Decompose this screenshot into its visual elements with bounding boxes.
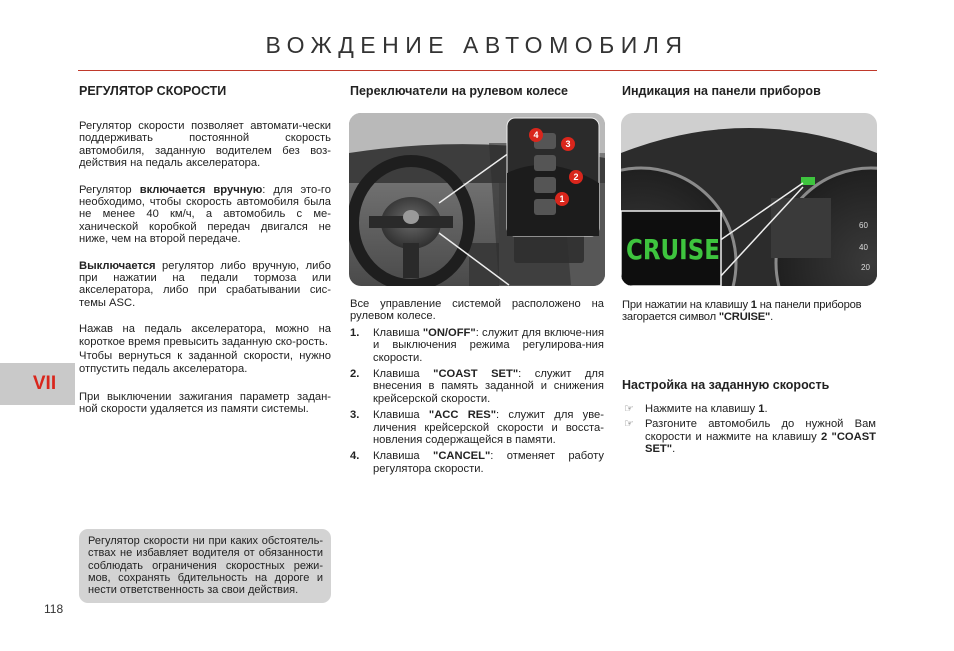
gauge-tick: 60 <box>859 221 868 230</box>
callout-3: 3 <box>561 137 575 151</box>
list-item <box>350 327 604 364</box>
bold-text: включается вручную <box>139 183 263 196</box>
cruise-indicator: CRUISE <box>626 233 720 266</box>
section-heading-steering-switches: Переключатели на рулевом колесе <box>350 84 569 98</box>
text-span: . <box>764 403 768 415</box>
paragraph <box>79 184 331 246</box>
panel-caption <box>622 299 880 324</box>
section-heading-instrument-panel: Индикация на панели приборов <box>622 84 821 98</box>
key-name: "ON/OFF" <box>422 326 476 339</box>
list-number: 4. <box>350 450 360 463</box>
chapter-tab <box>0 363 75 405</box>
text-span: Клавиша <box>373 450 434 463</box>
bold-text: Выключается <box>79 259 156 272</box>
set-speed-steps <box>622 400 876 456</box>
text-span: : служит для внесения в память заданной и снижения крейсерской скорости. <box>373 368 605 405</box>
list-number: 1. <box>350 326 360 339</box>
key-name: "CANCEL" <box>433 450 491 463</box>
key-name: "CRUISE" <box>718 311 771 324</box>
text-span: Клавиша <box>373 368 434 381</box>
key-name: "COAST SET" <box>433 368 519 381</box>
key-name: 1 <box>750 299 757 311</box>
list-number: 3. <box>350 409 360 422</box>
paragraph <box>79 260 331 310</box>
page-number: 118 <box>44 602 64 616</box>
text-span: : отменяет работу регулятора скорости. <box>373 450 604 475</box>
callout-4: 4 <box>529 128 543 142</box>
steps-list <box>622 403 876 456</box>
gauge-tick: 20 <box>861 263 870 272</box>
switch-list <box>350 327 604 475</box>
callout-2: 2 <box>569 170 583 184</box>
text-span: Разгоните автомобиль до нужной Вам скорости и нажмите на клавишу <box>645 418 876 443</box>
text-span: При нажатии на клавишу <box>622 299 751 311</box>
steering-wheel-photo <box>349 113 605 286</box>
section-heading-cruise-control: РЕГУЛЯТОР СКОРОСТИ <box>79 84 227 98</box>
text-span: Регулятор <box>79 183 140 196</box>
gauge-tick: 40 <box>859 243 868 252</box>
paragraph: Чтобы вернуться к заданной скорости, нужно отпустить педаль акселератора. <box>79 350 331 375</box>
text-span: . <box>672 443 676 456</box>
title-divider <box>78 70 877 71</box>
text-span: : служит для включе-ния и выключения режима регулирова-ния скорости. <box>373 326 604 364</box>
text-span: Клавиша <box>373 409 429 422</box>
hand-pointer-icon: ☞ <box>624 418 634 431</box>
text-span: Клавиша <box>373 326 423 339</box>
paragraph: Регулятор скорости позволяет автомати-чески поддерживать постоянной скорость автомобиля, заданную водителем без воз-действия на педаль акселератора. <box>79 120 331 170</box>
page-title: ВОЖДЕНИЕ АВТОМОБИЛЯ <box>265 32 689 58</box>
list-item <box>622 403 876 415</box>
paragraph: Все управление системой расположено на рулевом колесе. <box>350 298 604 323</box>
key-name: 1 <box>758 403 765 415</box>
paragraph: При выключении зажигания параметр задан-ной скорости удаляется из памяти системы. <box>79 390 331 416</box>
text-span: . <box>770 311 774 324</box>
list-item <box>622 418 876 455</box>
chapter-label: VII <box>32 373 57 394</box>
paragraph: Нажав на педаль акселератора, можно на короткое время превысить заданную ско-рость. <box>79 323 331 348</box>
key-name: "ACC RES" <box>428 409 496 422</box>
warning-note: Регулятор скорости ни при каких обстоятель-ствах не избавляет водителя от обязанности соблюдать ограничения скоростных режи-мов, сохранять бдительность на дороге и нести ответственность за свои действия. <box>79 529 331 603</box>
column-2-text <box>350 298 604 475</box>
callout-1: 1 <box>555 192 569 206</box>
list-item <box>350 450 604 475</box>
text-span: : для это-го необходимо, чтобы скорость автомобиля была не менее 40 км/ч, а автомобиль с ме-ханической коробкой передач двигался не ниже, чем на второй передаче. <box>79 183 331 246</box>
instrument-panel-photo <box>621 113 877 286</box>
text-span: на панели приборов загорается символ <box>622 299 862 324</box>
section-heading-set-speed: Настройка на заданную скорость <box>622 378 830 392</box>
list-item <box>350 409 604 446</box>
list-item <box>350 368 604 405</box>
text-span: Нажмите на клавишу <box>645 403 759 415</box>
text-span: регулятор либо вручную, либо при нажатии на педали тормоза или акселератора, либо при срабатывании сис-темы ASC. <box>79 259 331 309</box>
key-name: 2 "COAST SET" <box>645 430 877 456</box>
text-span: : служит для уве-личения крейсерской скорости и восста-новления содержащейся в памяти. <box>373 409 604 447</box>
hand-pointer-icon: ☞ <box>624 403 634 415</box>
list-number: 2. <box>350 368 360 381</box>
column-1-text <box>79 120 331 416</box>
paragraph <box>622 299 880 324</box>
